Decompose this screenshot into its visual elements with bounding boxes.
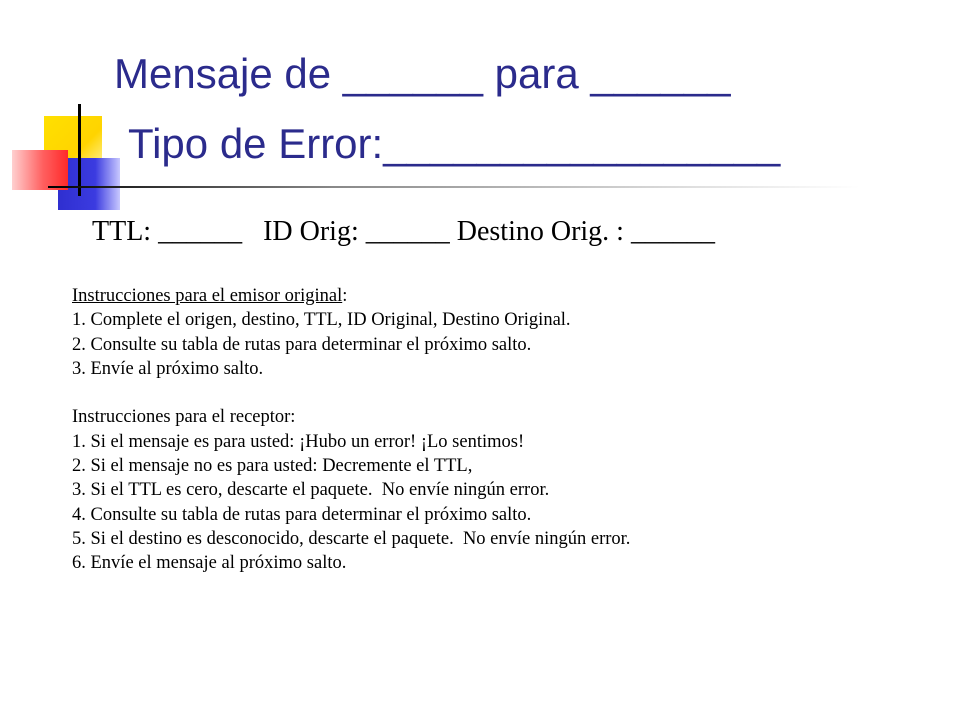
section-spacer [72, 381, 630, 405]
instructions-block [72, 284, 630, 576]
sender-instructions-heading [72, 284, 630, 308]
sender-heading-text: Instrucciones para el emisor original [72, 286, 343, 306]
receiver-instruction-item: 6. Envíe el mensaje al próximo salto. [72, 553, 347, 574]
header-fields-line: TTL: ______ ID Orig: ______ Destino Orig. : ______ [92, 216, 715, 247]
slide-title-line-2: Tipo de Error:_________________ [128, 120, 781, 167]
receiver-instructions-heading: Instrucciones para el receptor: [72, 407, 296, 428]
receiver-instruction-item: 3. Si el TTL es cero, descarte el paquete. No envíe ningún error. [72, 480, 550, 501]
sender-heading-colon: : [342, 286, 348, 306]
decorative-vertical-line [78, 104, 81, 196]
decorative-horizontal-line [48, 186, 860, 188]
receiver-instruction-item: 1. Si el mensaje es para usted: ¡Hubo un error! ¡Lo sentimos! [72, 431, 525, 452]
sender-instruction-item: 1. Complete el origen, destino, TTL, ID Original, Destino Original. [72, 310, 571, 331]
receiver-instruction-item: 5. Si el destino es desconocido, descarte el paquete. No envíe ningún error. [72, 528, 631, 549]
decorative-red-square [12, 150, 68, 190]
slide-title-line-1: Mensaje de ______ para ______ [114, 50, 731, 97]
sender-instruction-item: 2. Consulte su tabla de rutas para determinar el próximo salto. [72, 334, 532, 355]
receiver-instruction-item: 4. Consulte su tabla de rutas para determinar el próximo salto. [72, 504, 532, 525]
receiver-instruction-item: 2. Si el mensaje no es para usted: Decremente el TTL, [72, 456, 473, 477]
sender-instruction-item: 3. Envíe al próximo salto. [72, 358, 264, 379]
